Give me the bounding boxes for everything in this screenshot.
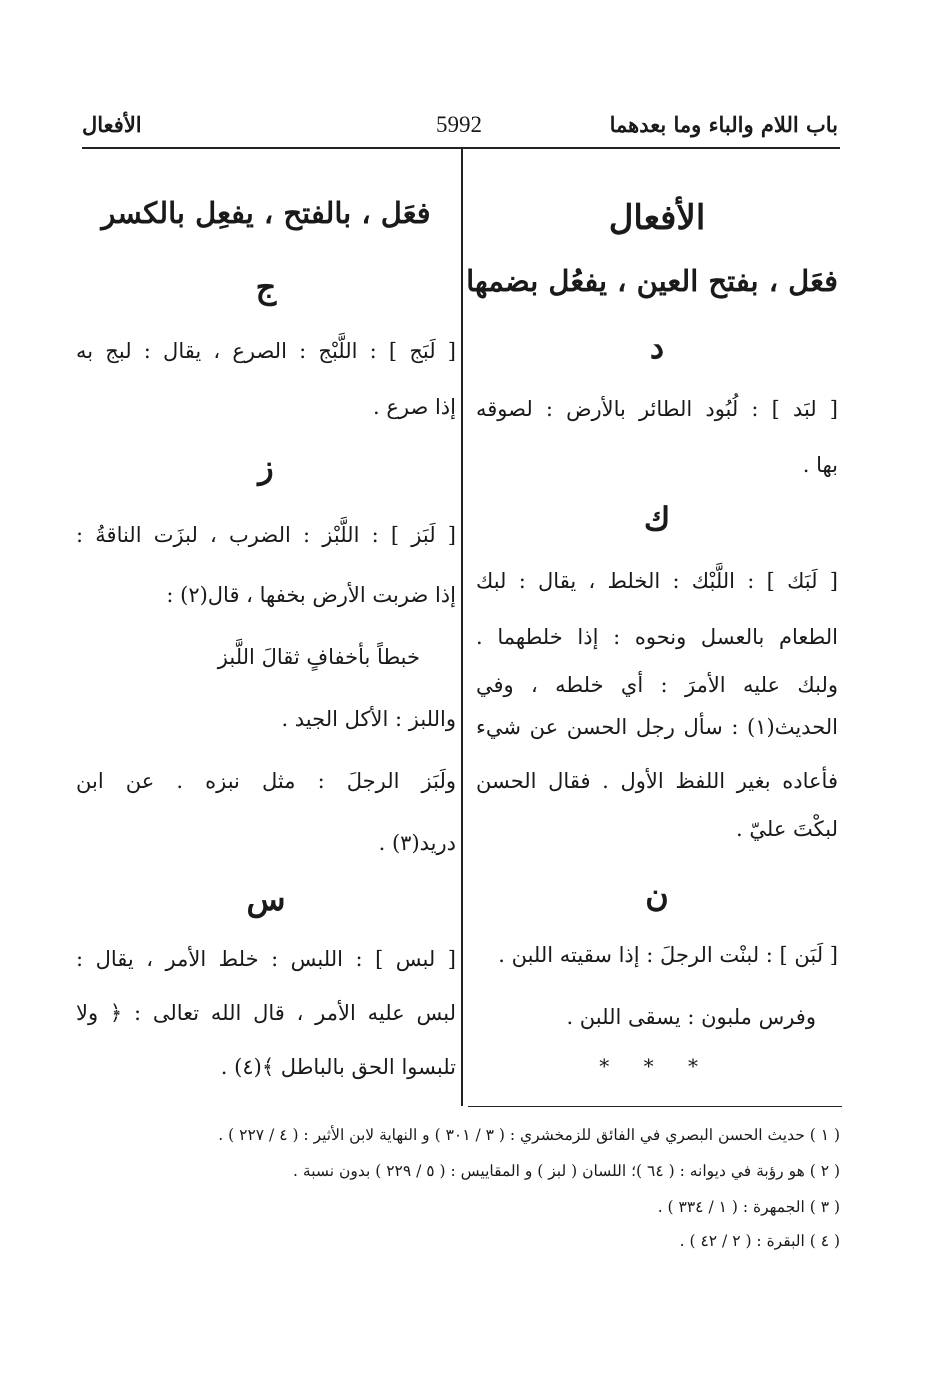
footnote-4: ( ٤ ) البقرة : ( ٢ / ٤٢ ) . xyxy=(679,1232,840,1250)
entry-lbk-line-1: [ لَبَك ] : اللَّبْك : الخلط ، يقال : لبك xyxy=(476,569,838,593)
letter-heading-sin: س xyxy=(246,880,286,918)
entry-lbz-line-3: واللبز : الأكل الجيد . xyxy=(281,707,456,731)
entry-lbn-line-1: [ لَبَن ] : لبنْت الرجلَ : إذا سقيته اللبن . xyxy=(498,943,838,967)
entry-lbd-line-1: [ لبَد ] : لُبُود الطائر بالأرض : لصوقه xyxy=(476,397,838,421)
letter-heading-dal: د xyxy=(649,328,665,366)
entry-lbk-line-5: فأعاده بغير اللفظ الأول . فقال الحسن xyxy=(476,769,838,793)
footnote-2: ( ٢ ) هو رؤبة في ديوانه : ( ٦٤ )؛ اللسان ( لبز ) و المقاييس : ( ٥ / ٢٢٩ ) بدون نسبة . xyxy=(293,1162,840,1180)
page-number: 5992 xyxy=(436,112,482,137)
entry-lbd-line-2: بها . xyxy=(802,453,838,477)
entry-lbz-line-1: [ لَبَز ] : اللَّبْز : الضرب ، لبزَت الناقةُ : xyxy=(76,523,456,547)
footnote-rule xyxy=(468,1106,842,1107)
footnote-1: ( ١ ) حديث الحسن البصري في الفائق للزمخشري : ( ٣ / ٣٠١ ) و النهاية لابن الأثير : ( ٤ / ٢٢٧ ) . xyxy=(218,1126,840,1144)
letter-heading-kaf: ك xyxy=(643,500,671,538)
entry-lbs-line-2: لبس عليه الأمر ، قال الله تعالى : ﴿ ولا xyxy=(76,1001,456,1025)
entry-lbk-line-2: الطعام بالعسل ونحوه : إذا خلطهما . xyxy=(476,625,838,649)
right-column-subtitle: فعَل ، بفتح العين ، يفعُل بضمها xyxy=(466,264,838,298)
footnote-3: ( ٣ ) الجمهرة : ( ١ / ٣٣٤ ) . xyxy=(657,1198,840,1216)
left-column-subtitle: فعَل ، بالفتح ، يفعِل بالكسر xyxy=(101,196,431,230)
entry-lbk-line-4: الحديث(١) : سأل رجل الحسن عن شيء xyxy=(476,715,838,739)
letter-heading-zay: ز xyxy=(258,448,274,486)
section-title: الأفعال xyxy=(608,198,706,238)
letter-heading-jim: ج xyxy=(255,268,277,306)
running-header-section: الأفعال xyxy=(82,112,142,137)
entry-lbj-line-2: إذا صرع . xyxy=(373,395,456,419)
entry-lbz-line-5: دريد(٣) . xyxy=(378,831,456,855)
section-end-stars: * * * xyxy=(599,1054,712,1078)
entry-lbz-line-2: إذا ضربت الأرض بخفها ، قال(٢) : xyxy=(166,583,456,607)
entry-lbn-line-2: وفرس ملبون : يسقى اللبن . xyxy=(566,1005,816,1029)
running-header-chapter: باب اللام والباء وما بعدهما xyxy=(609,112,838,137)
entry-lbj-line-1: [ لَبَج ] : اللَّبْج : الصرع ، يقال : لبج به xyxy=(76,339,456,363)
column-divider xyxy=(461,149,463,1106)
verse-line: خبطاً بأخفافٍ ثقالَ اللَّبز xyxy=(217,645,420,669)
entry-lbz-line-4: ولَبَز الرجلَ : مثل نبزه . عن ابن xyxy=(76,769,456,793)
letter-heading-nun: ن xyxy=(645,876,669,914)
entry-lbk-line-6: لبكْتَ عليّ . xyxy=(736,817,838,841)
entry-lbs-line-1: [ لبس ] : اللبس : خلط الأمر ، يقال : xyxy=(76,947,456,971)
entry-lbk-line-3: ولبك عليه الأمرَ : أي خلطه ، وفي xyxy=(476,673,838,697)
entry-lbs-line-3: تلبسوا الحق بالباطل ﴾(٤) . xyxy=(220,1055,456,1079)
